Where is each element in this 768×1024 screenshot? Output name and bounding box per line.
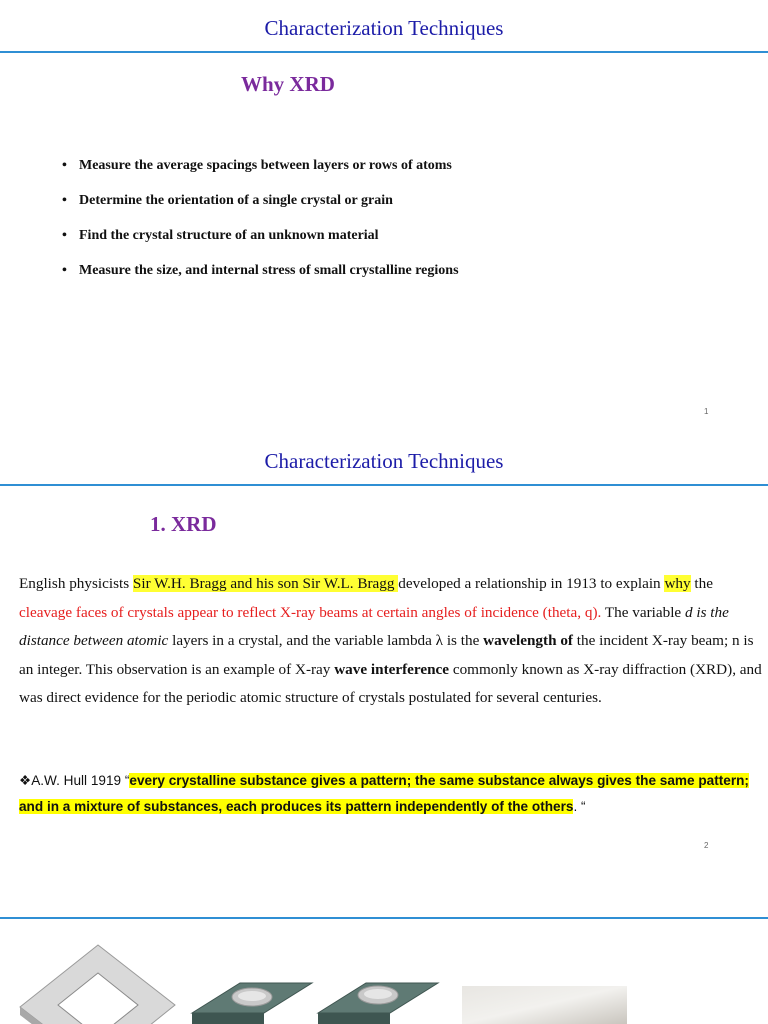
- para-text: the incident X-ray beam; n is an integer. This observation is an example of X-ray: [19, 632, 754, 678]
- slide-1-bullet-list: [62, 157, 459, 297]
- para-highlight-braggs: Sir W.H. Bragg and his son Sir W.L. Bragg: [132, 575, 399, 592]
- bullet-text: Measure the size, and internal stress of small crystalline regions: [79, 263, 459, 278]
- bullet-item: [62, 227, 459, 244]
- slide-1-heading: Why XRD: [241, 72, 335, 96]
- sample-frame-image: [20, 945, 175, 1024]
- slide-1-page-number: 1: [704, 407, 709, 416]
- para-text: developed a relationship in 1913 to explain: [398, 575, 665, 592]
- bragg-paragraph: [19, 570, 764, 713]
- sample-photo-image: [462, 986, 627, 1024]
- quote-end: . “: [573, 799, 586, 814]
- hull-quote: [19, 768, 764, 820]
- bullet-dot: •: [62, 263, 67, 278]
- bullet-text: Measure the average spacings between layers or rows of atoms: [79, 158, 452, 173]
- sample-slide-image-1: [192, 983, 312, 1024]
- diamond-bullet-icon: ❖: [19, 773, 32, 788]
- sample-holder-images: [0, 935, 768, 1024]
- para-bold-wavelength: wavelength of: [483, 632, 573, 650]
- bullet-dot: •: [62, 193, 67, 208]
- bullet-text: Determine the orientation of a single crystal or grain: [79, 193, 393, 208]
- bullet-item: [62, 192, 459, 209]
- quote-author: A.W. Hull 1919 “: [31, 773, 130, 788]
- para-text: commonly known as X-ray diffraction (XRD), and was direct evidence for the periodic atomic structure of crystals postulated for several centuries.: [19, 660, 762, 707]
- slide-1-title: Characterization Techniques: [264, 16, 504, 40]
- quote-text: every crystalline substance gives a pattern; the same substance always gives the same pattern; and in a mixture of substances, each produces its pattern independently of the others: [19, 773, 749, 814]
- para-bold-interference: wave interference: [334, 660, 450, 678]
- slide-2-heading: 1. XRD: [150, 512, 217, 536]
- slide-2-title-rule: [0, 484, 768, 486]
- slide-2-title: Characterization Techniques: [264, 449, 504, 473]
- para-italic-text: d is the distance between atomic: [19, 603, 729, 650]
- slide-1: [0, 0, 768, 432]
- slide-3-title-rule: [0, 917, 768, 919]
- para-text: the: [690, 575, 713, 592]
- bullet-text: Find the crystal structure of an unknown material: [79, 228, 379, 243]
- bullet-dot: •: [62, 158, 67, 173]
- bullet-item: [62, 157, 459, 174]
- slide-1-title-rule: [0, 51, 768, 53]
- para-highlight-why: why: [664, 575, 691, 592]
- para-text: layers in a crystal, and the variable lambda λ is the: [168, 632, 484, 650]
- sample-slide-image-2: [318, 983, 438, 1024]
- para-text: English physicists: [19, 575, 133, 592]
- sample-holder-illustrations: [0, 935, 768, 1024]
- bullet-item: [62, 262, 459, 279]
- slide-2-page-number: 2: [704, 841, 709, 850]
- para-red-text: cleavage faces of crystals appear to reflect X-ray beams at certain angles of incidence (theta, q).: [19, 603, 602, 621]
- bullet-dot: •: [62, 228, 67, 243]
- para-text: The variable: [601, 603, 685, 621]
